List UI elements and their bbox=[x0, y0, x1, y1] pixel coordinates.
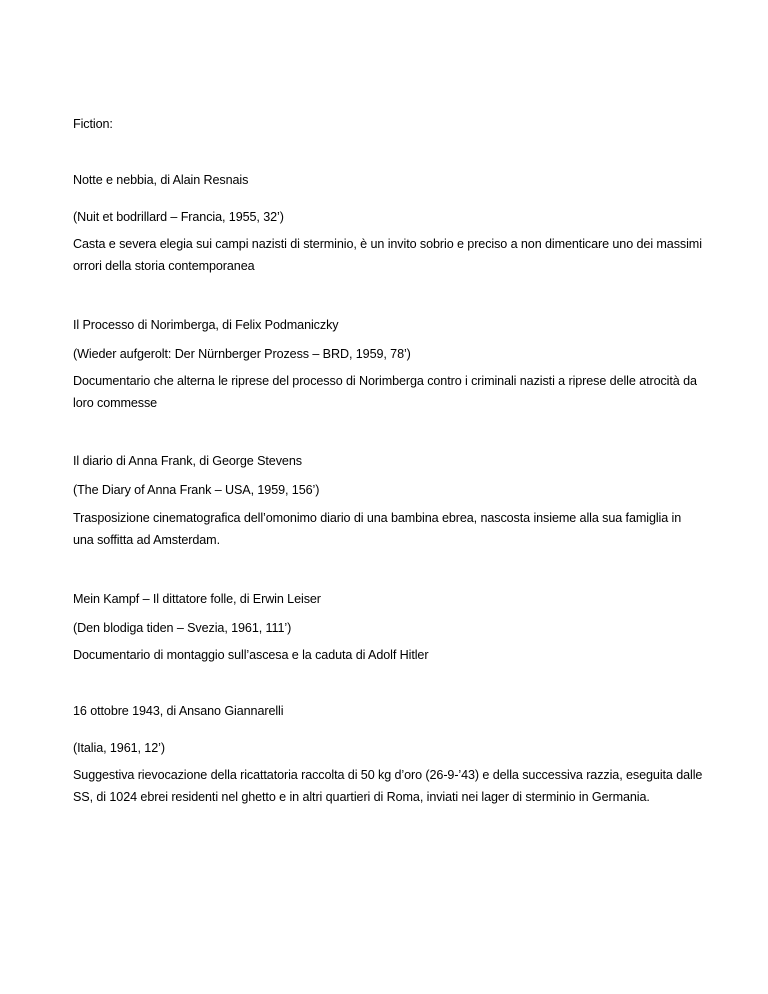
film-title: Il diario di Anna Frank, di George Stevens bbox=[73, 454, 302, 468]
film-description: Documentario che alterna le riprese del processo di Norimberga contro i criminali nazisti a riprese delle atrocità da loro commesse bbox=[73, 374, 697, 410]
film-details: (The Diary of Anna Frank – USA, 1959, 156’) bbox=[73, 483, 320, 497]
film-title: Mein Kampf – Il dittatore folle, di Erwin Leiser bbox=[73, 592, 321, 606]
section-heading: Fiction: bbox=[73, 117, 113, 131]
film-description: Casta e severa elegia sui campi nazisti di sterminio, è un invito sobrio e preciso a non dimenticare uno dei massimi orrori della storia contemporanea bbox=[73, 237, 702, 273]
film-details: (Den blodiga tiden – Svezia, 1961, 111’) bbox=[73, 621, 292, 635]
film-title: 16 ottobre 1943, di Ansano Giannarelli bbox=[73, 704, 284, 718]
film-title: Notte e nebbia, di Alain Resnais bbox=[73, 173, 249, 187]
film-title: Il Processo di Norimberga, di Felix Podmaniczky bbox=[73, 318, 339, 332]
film-details: (Wieder aufgerolt: Der Nürnberger Prozess – BRD, 1959, 78’) bbox=[73, 347, 411, 361]
film-details: (Nuit et bodrillard – Francia, 1955, 32’) bbox=[73, 210, 284, 224]
film-details: (Italia, 1961, 12’) bbox=[73, 741, 165, 755]
film-description: Trasposizione cinematografica dell’omonimo diario di una bambina ebrea, nascosta insieme alla sua famiglia in una soffitta ad Amsterdam. bbox=[73, 511, 682, 547]
film-description: Suggestiva rievocazione della ricattatoria raccolta di 50 kg d’oro (26-9-’43) e della successiva razzia, eseguita dalle SS, di 1024 ebrei residenti nel ghetto e in altri quartieri di Roma, inviati nei lager di sterminio in Germania. bbox=[73, 768, 703, 804]
film-description: Documentario di montaggio sull’ascesa e la caduta di Adolf Hitler bbox=[73, 648, 429, 662]
